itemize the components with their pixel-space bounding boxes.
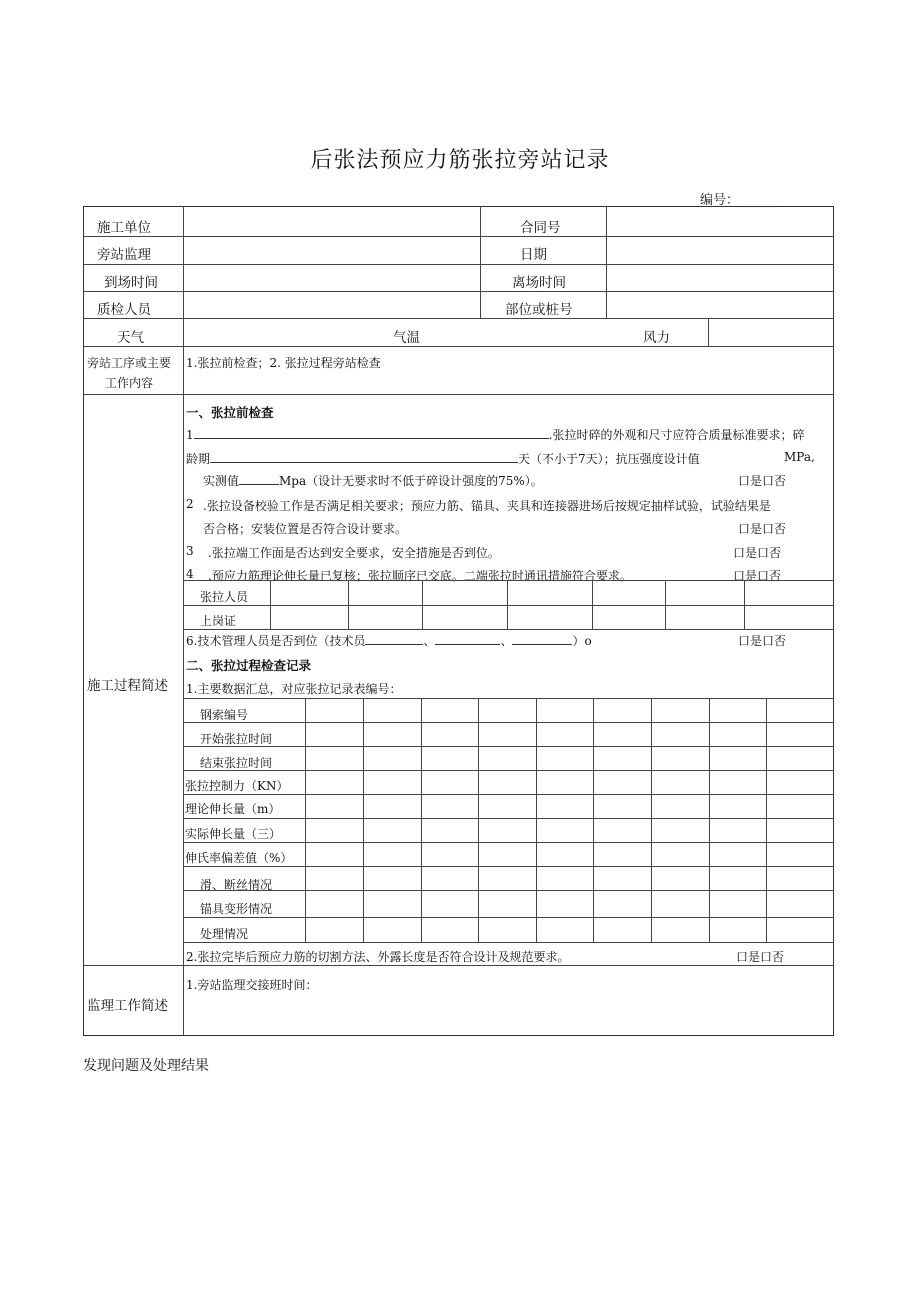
supervision-item1: 1.旁站监理交接班时间： [186,978,318,992]
row-divider [183,605,834,606]
col-divider [270,580,271,629]
row-divider [83,264,834,265]
footer-label: 发现问题及处理结果 [83,1058,209,1074]
section2-item2: 2.张拉完毕后预应力筋的切割方法、外露长度是否符合设计及规范要求。 [186,950,570,964]
item6-end: ）o [572,634,592,648]
item6-line [186,632,592,649]
item1-line1 [186,426,804,443]
label-wind: 风力 [643,330,670,346]
item1-prefix: 1 [186,428,194,442]
data-row-label: 开始张拉时间 [200,732,273,746]
col-divider [363,698,364,942]
item6-checkbox[interactable]: 口是口否 [738,634,787,648]
label-weather: 天气 [117,330,144,346]
row-divider [83,318,834,319]
col-divider [305,698,306,942]
certificate-row-label: 上岗证 [200,614,237,628]
col-divider [766,698,767,942]
item1-line3 [203,472,543,489]
label-construction-unit: 施工单位 [97,220,151,236]
item1-line2 [186,450,700,467]
col-divider [183,206,184,965]
data-row-label: 结束张拉时间 [200,756,273,770]
blank-field[interactable] [210,451,518,463]
item-final-checkbox[interactable]: 口是口否 [736,950,785,964]
row-divider [83,236,834,237]
row-divider [183,890,834,891]
item3-text: .张拉端工作面是否达到安全要求，安全措施是否到位。 [208,546,500,560]
blank-field[interactable] [365,633,423,645]
label-work-content-2: 工作内容 [105,376,154,390]
label-temperature: 气温 [393,330,420,346]
row-divider [83,965,834,966]
col-divider [507,580,508,629]
section1-title: 一、张拉前检查 [186,405,274,420]
data-row-label: 锚具变形情况 [200,902,273,916]
col-divider [665,580,666,629]
row-divider [83,291,834,292]
item6-sep1: 、 [423,634,436,648]
col-divider [478,698,479,942]
section2-title: 二、张拉过程检查记录 [186,658,312,673]
data-row-label: 处理情况 [200,927,249,941]
row-divider [183,629,834,630]
section2-item1: 1.主要数据汇总，对应张拉记录表编号： [186,682,402,696]
page-title: 后张法预应力筋张拉旁站记录 [310,148,610,173]
item4-prefix: 4 [186,567,194,581]
record-table [83,206,834,1036]
item1-age-text: 天（不小于7天）；抗压强度设计值 [518,452,700,466]
item1-measured-label: 实测值 [203,474,240,488]
row-divider [183,722,834,723]
col-divider [422,580,423,629]
label-inspector: 质检人员 [97,302,151,318]
work-content-text: 1.张拉前检查；2. 张拉过程旁站检查 [186,356,381,370]
col-divider [480,206,481,318]
item1-text: .张拉时碎的外观和尺寸应符合质量标准要求；碎 [548,428,805,442]
col-divider [708,318,709,346]
label-departure-time: 离场时间 [512,275,566,291]
label-work-content: 旁站工序或主要 [87,356,172,370]
label-process: 施工过程简述 [87,678,168,694]
item1-unit: MPa, [784,450,815,464]
item1-checkbox[interactable]: 口是口否 [738,474,787,488]
col-divider [536,698,537,942]
col-divider [709,698,710,942]
row-divider [183,698,834,699]
data-row-label: 滑、断丝情况 [200,878,273,892]
row-divider [183,866,834,867]
row-divider [183,917,834,918]
blank-field[interactable] [512,633,572,645]
col-divider [183,965,184,1036]
label-location: 部位或桩号 [505,302,573,318]
item1-measured-text: Mpa（设计无要求时不低于碎设计强度的75%）。 [279,474,543,488]
blank-field[interactable] [239,473,279,485]
row-divider [83,346,834,347]
item4-text: .预应力筋理论伸长量已复核；张拉顺序已交底。二端张拉时通讯措施符合要求。 [208,569,632,583]
item1-age-label: 龄期 [186,452,211,466]
item2-text-2: 否合格；安装位置是否符合设计要求。 [203,522,408,536]
data-row-label: 张拉控制力（KN） [185,779,289,793]
item3-checkbox[interactable]: 口是口否 [733,546,782,560]
row-divider [183,580,834,581]
item2-text: .张拉设备校验工作是否满足相关要求；预应力筋、锚具、夹具和连接器进场后按规定抽样试验，试验结果是 [203,499,771,513]
row-divider [183,942,834,943]
col-divider [348,580,349,629]
col-divider [592,580,593,629]
item6-sep2: 、 [500,634,513,648]
item3-prefix: 3 [186,544,194,558]
col-divider [593,698,594,942]
label-arrival-time: 到场时间 [104,275,158,291]
label-supervision: 监理工作简述 [87,998,168,1014]
data-row-label: 实际伸长量（三） [185,827,282,841]
label-date: 日期 [520,247,547,263]
col-divider [744,580,745,629]
label-contract-no: 合同号 [520,220,561,236]
document-number: 编号：______ [700,193,779,208]
personnel-row-label: 张拉人员 [200,590,249,604]
data-row-label: 钢索编号 [200,708,249,722]
label-supervisor: 旁站监理 [97,247,151,263]
item4-checkbox[interactable]: 口是口否 [733,569,782,583]
row-divider [183,794,834,795]
item2-checkbox[interactable]: 口是口否 [738,522,787,536]
blank-field[interactable] [194,427,549,439]
row-divider [183,818,834,819]
row-divider [83,394,834,395]
row-divider [183,770,834,771]
blank-field[interactable] [435,633,500,645]
item2-prefix: 2 [186,497,194,511]
col-divider [651,698,652,942]
data-row-label: 伸氏率偏差值（%） [185,851,293,865]
row-divider [183,842,834,843]
data-row-label: 理论伸长量（m） [185,802,281,816]
item6-text: 6.技术管理人员是否到位（技术员 [186,634,366,648]
row-divider [183,746,834,747]
col-divider [606,206,607,318]
col-divider [421,698,422,942]
